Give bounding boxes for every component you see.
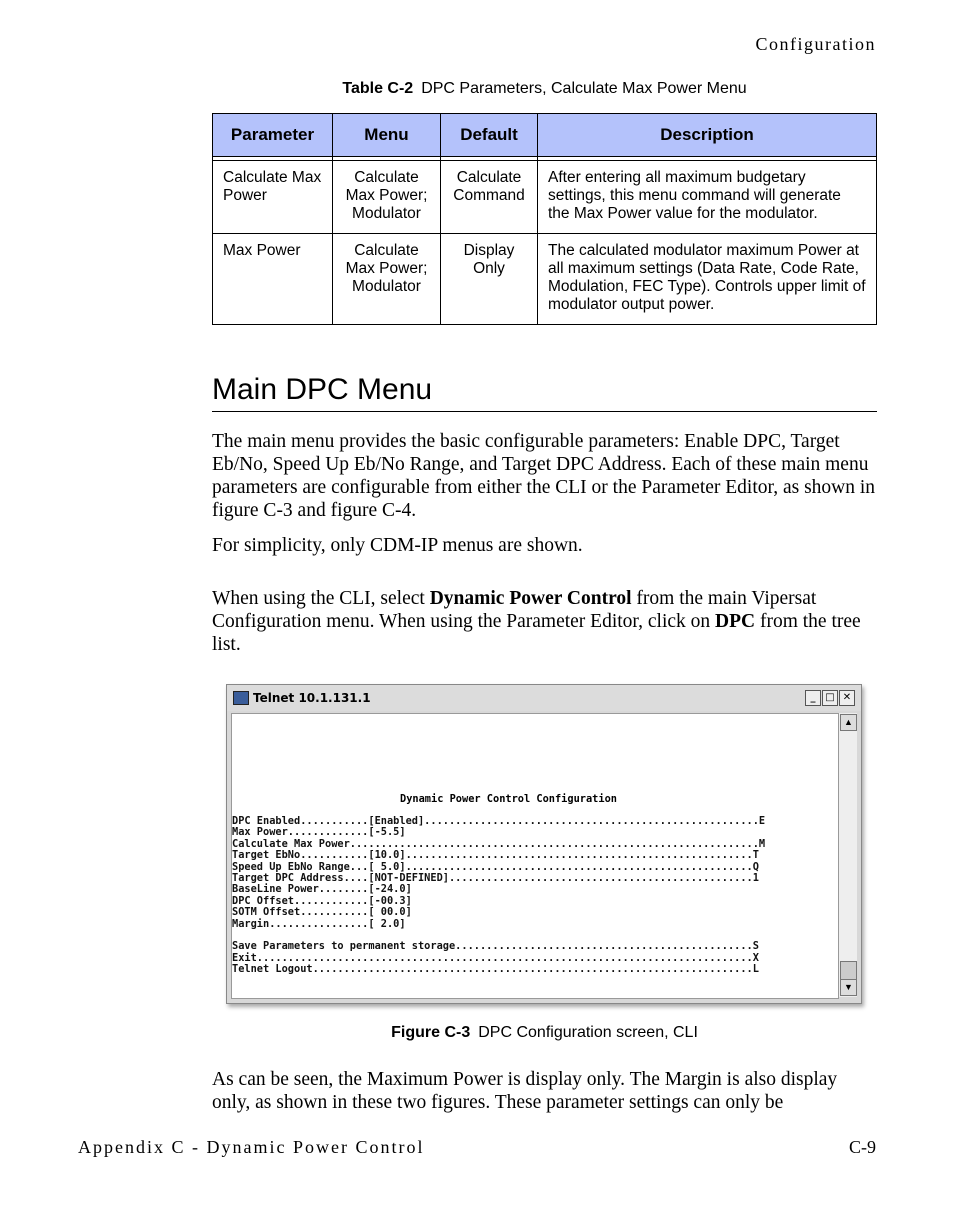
table-header-row <box>213 114 877 157</box>
screen-title: Dynamic Power Control Configuration <box>400 793 617 805</box>
section-heading: Main DPC Menu <box>212 373 877 412</box>
dpc-parameters-table <box>212 113 877 325</box>
table-cell: Display Only <box>441 234 538 325</box>
table-cell: Max Power <box>213 234 333 325</box>
table-label: Table C-2 <box>342 80 414 97</box>
menu-line: Target DPC Address....[NOT-DEFINED].................................................1 <box>232 872 759 885</box>
window-titlebar <box>227 685 861 711</box>
figure-caption <box>212 1024 877 1042</box>
menu-line: Save Parameters to permanent storage................................................S <box>232 940 759 953</box>
scroll-down-icon[interactable]: ▼ <box>840 979 857 996</box>
bold-term: Dynamic Power Control <box>429 588 632 609</box>
table-cell: Calculate Max Power <box>213 161 333 234</box>
terminal-text <box>232 816 765 976</box>
menu-line: Telnet Logout.......................................................................L <box>232 963 759 976</box>
figure-label: Figure C-3 <box>391 1024 471 1041</box>
column-header: Default <box>441 114 538 157</box>
table-row <box>213 161 877 234</box>
table-cell: Calculate Command <box>441 161 538 234</box>
column-header: Parameter <box>213 114 333 157</box>
telnet-app-icon <box>233 691 249 705</box>
text-run: from the tree list. <box>212 611 861 655</box>
menu-line: Exit................................................................................X <box>232 951 759 964</box>
menu-line: SOTM Offset...........[ 00.0] <box>232 906 412 919</box>
menu-line: BaseLine Power........[-24.0] <box>232 883 412 896</box>
running-head: Configuration <box>755 34 876 54</box>
figure-caption-text: DPC Configuration screen, CLI <box>478 1024 698 1041</box>
scroll-up-icon[interactable]: ▲ <box>840 714 857 731</box>
telnet-window-screenshot <box>226 684 862 1004</box>
menu-line: Target EbNo...........[10.0]........................................................T <box>232 849 759 862</box>
table-cell: Calculate Max Power; Modulator <box>333 161 441 234</box>
table-caption-text: DPC Parameters, Calculate Max Power Menu <box>421 80 747 97</box>
terminal-area[interactable] <box>231 713 839 999</box>
column-header: Menu <box>333 114 441 157</box>
menu-line: DPC Offset............[-00.3] <box>232 894 412 907</box>
table-cell: After entering all maximum budgetary settings, this menu command will generate the Max Power value for the modulator. <box>538 161 877 234</box>
text-run: from the main Vipersat Configuration menu. When using the Parameter Editor, click on <box>212 588 817 632</box>
maximize-icon[interactable]: □ <box>822 690 838 706</box>
table-cell: The calculated modulator maximum Power at all maximum settings (Data Rate, Code Rate, Modulation, FEC Type). Controls upper limit of modulator output power. <box>538 234 877 325</box>
menu-line: Speed Up EbNo Range...[ 5.0]........................................................Q <box>232 860 759 873</box>
close-icon[interactable]: ✕ <box>839 690 855 706</box>
table-cell: Calculate Max Power; Modulator <box>333 234 441 325</box>
column-header: Description <box>538 114 877 157</box>
menu-line: DPC Enabled...........[Enabled]......................................................E <box>232 815 766 827</box>
footer-left: Appendix C - Dynamic Power Control <box>78 1137 425 1157</box>
menu-line: Max Power.............[-5.5] <box>232 826 406 839</box>
table-caption <box>212 80 877 98</box>
body-paragraph: For simplicity, only CDM-IP menus are shown. <box>212 535 583 556</box>
window-title: Telnet 10.1.131.1 <box>253 691 371 705</box>
body-paragraph: The main menu provides the basic configurable parameters: Enable DPC, Target Eb/No, Speed Up Eb/No Range, and Target DPC Address. Each of these main menu parameters are configurable from either the CLI or the Parameter Editor, as shown in figure C-3 and figure C-4. <box>212 431 876 521</box>
body-paragraph <box>212 587 877 656</box>
body-paragraph: As can be seen, the Maximum Power is display only. The Margin is also display only, as shown in these two figures. These parameter settings can only be <box>212 1069 838 1113</box>
vertical-scrollbar[interactable] <box>838 713 857 997</box>
bold-term: DPC <box>715 611 756 632</box>
menu-line: Margin................[ 2.0] <box>232 917 406 930</box>
menu-line: Calculate Max Power..................................................................M <box>232 837 766 850</box>
table-row <box>213 234 877 325</box>
minimize-icon[interactable]: _ <box>805 690 821 706</box>
page-number: C-9 <box>849 1137 876 1157</box>
text-run: When using the CLI, select <box>212 588 430 609</box>
